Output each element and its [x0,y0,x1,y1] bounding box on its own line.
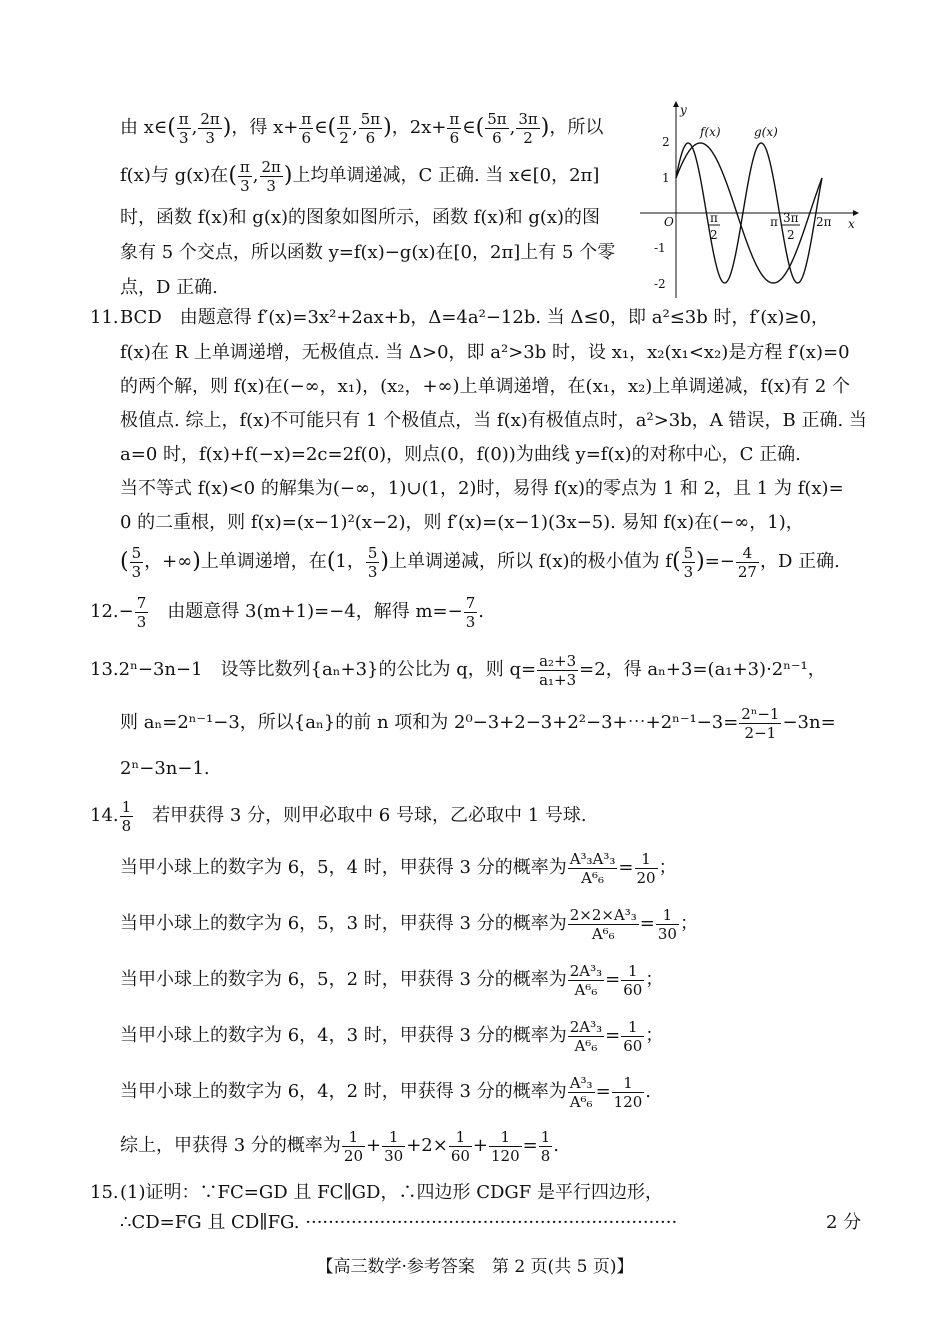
p11-line-5: a=0 时，f(x)+f(−x)=2c=2f(0)，则点(0，f(0))为曲线 y=f(x)的对称中心，C 正确. [120,444,801,465]
paren: ) [383,115,392,140]
den: 2−1 [744,723,777,742]
fraction [382,1128,405,1165]
paren: ( [671,549,681,574]
num: 1 [121,797,132,816]
p14-row-2: 当甲小球上的数字为 6，5，3 时，甲获得 3 分的概率为 $\frac{\text{2×2×A³₃}}{\text{A⁶₆}}$ = $\frac{1}{30}$ ； [120,905,698,943]
num: 2π [261,157,281,176]
fraction [489,1128,522,1165]
p11-line-7: 0 的二重根，则 f(x)=(x−1)²(x−2)，则 f′(x)=(x−1)(3x−5). 易知 f(x)在(−∞，1)， [120,512,804,533]
den: 3 [240,176,250,195]
den: A⁶₆ [581,868,604,887]
num: 2A³₃ [569,1017,603,1036]
den: 6 [449,128,460,147]
den: A⁶₆ [574,980,598,999]
p12-line [90,592,484,632]
text: 当甲小球上的数字为 6，4，2 时，甲获得 3 分的概率为 [120,1081,567,1102]
num: A³₃A³₃ [569,849,616,868]
num: 1 [449,1128,472,1147]
y-tick-2: 2 [662,135,670,149]
num: 1 [621,1018,644,1037]
fraction [485,110,508,147]
den: 30 [657,924,677,943]
fraction [739,705,781,742]
text: ∈ [462,117,476,138]
p11-line-1: BCD 由题意得 f′(x)=3x²+2ax+b，Δ=4a²−12b. 当 Δ≤0，即 a²≤3b 时，f′(x)≥0， [120,307,829,328]
text: . [553,1135,560,1156]
num: π [301,109,312,128]
num: 3π [518,109,538,128]
den: 3 [131,562,142,581]
num: 1 [635,850,658,869]
den: 60 [623,980,643,999]
fraction [621,1018,644,1055]
paren: ) [696,549,705,574]
den: 6 [492,128,502,147]
text: +2× [406,1135,448,1156]
text: 上单调递增，在 [200,551,327,572]
den: A⁶₆ [574,1036,598,1055]
den: 3 [683,562,694,581]
den: 27 [737,562,757,581]
num: 2π [200,109,220,128]
text: 2ⁿ−3n−1 设等比数列{aₙ+3}的公比为 q，则 q= [118,659,537,680]
num: 5 [131,543,142,562]
x-tick-pi-half-num: π [710,211,718,225]
den: 6 [301,128,312,147]
text: f(x)与 g(x)在 [120,165,229,186]
paren: ( [327,115,337,140]
num: 1 [489,1128,522,1147]
y-tick-1: 1 [662,171,670,185]
text: −3n= [782,712,836,733]
p14-head [90,796,587,836]
den: A⁶₆ [569,1092,593,1111]
p10-line-1: 由 x∈( $\frac{\pi}{3}$ , $\frac{2\pi}{3}$ )，得 x+ $\frac{\pi}{6}$ ∈( $\frac{\pi}{2}$ , $\frac{5\pi}{6}$ )，2x+ $\frac{\pi}{6}$ ∈( $\frac{5\pi}{6}$ , $\frac{3\pi}{2}$ )，所以 [120,109,604,147]
p14-sum [120,1126,559,1166]
text: 则 aₙ=2ⁿ⁻¹−3，所以{aₙ}的前 n 项和为 2⁰−3+2−3+2²−3+⋯+2ⁿ⁻¹−3= [120,712,739,733]
text: = [522,1135,538,1156]
text: 若甲获得 3 分，则甲必取中 6 号球，乙必取中 1 号球. [152,805,587,826]
text: 综上，甲获得 3 分的概率为 [120,1135,341,1156]
p11-number: 11. [90,307,119,328]
fraction [568,906,639,943]
den: 20 [343,1146,363,1165]
origin-label: O [664,215,674,229]
den: 120 [613,1092,643,1111]
num: 7 [465,593,476,612]
num: 4 [736,544,759,563]
text: 由 x∈ [120,117,168,138]
num: 1 [612,1074,645,1093]
text: . [645,1081,652,1102]
p13-line-2 [120,703,836,743]
p11-line-3: 的两个解，则 f(x)在(−∞，x₁)，(x₂，+∞)上单调递增，在(x₁，x₂)上单调递减，f(x)有 2 个 [120,376,851,397]
den: 20 [636,868,656,887]
paren: ) [380,549,389,574]
paren: ) [222,115,232,140]
p15-score: 2 分 [826,1212,862,1233]
text: 当甲小球上的数字为 6，4，3 时，甲获得 3 分的概率为 [120,1025,567,1046]
fraction [366,544,380,581]
p15-number: 15. [90,1182,119,1203]
num: 2ⁿ−1 [741,704,780,723]
den: A⁶₆ [591,924,615,943]
text: 上均单调递减，C 正确. 当 x∈[0，2π] [292,165,600,186]
den: 3 [136,612,147,631]
x-tick-2pi: 2π [816,215,832,229]
fraction [449,1128,472,1165]
den: 30 [384,1146,404,1165]
p15-line-1: (1)证明：∵FC=GD 且 FC∥GD，∴四边形 CDGF 是平行四边形， [120,1182,663,1203]
den: 8 [121,816,132,835]
p13-line-3: 2ⁿ−3n−1. [120,758,210,779]
fraction [537,652,578,689]
x-tick-3pi-half-den: 2 [787,228,795,242]
text: 由题意得 3(m+1)=−4，解得 m=− [149,601,463,622]
den: 2 [523,128,533,147]
text: ，D 正确. [759,551,840,572]
num: A³₃ [569,1073,593,1092]
paren: ( [475,115,485,140]
x-tick-pi: π [770,215,778,229]
num: 1 [382,1128,405,1147]
text: ； [658,857,677,878]
num: π [239,157,250,176]
den: 3 [178,128,189,147]
num: π [339,109,349,128]
fraction [682,544,696,581]
den: 60 [623,1036,643,1055]
text: + [366,1135,382,1156]
den: 2 [339,128,349,147]
text: 1， [335,551,365,572]
fraction [337,110,351,147]
text: ； [645,969,664,990]
paren: ( [228,163,237,188]
p14-row-3: 当甲小球上的数字为 6，5，2 时，甲获得 3 分的概率为 $\frac{\text{2A³₃}}{\text{A⁶₆}}$ = $\frac{1}{60}$ ； [120,961,664,999]
paren: ( [167,115,176,140]
g-label: g(x) [754,125,778,139]
fraction [621,962,644,999]
fraction [130,544,144,581]
number: 12. [90,601,119,622]
p10-line-5: 点，D 正确. [120,277,218,298]
fraction [198,110,221,147]
fraction [260,158,283,195]
leader-dots: ································································· [305,1212,678,1233]
den: 8 [540,1146,551,1165]
num: π [449,109,460,128]
page-footer: 【高三数学·参考答案 第 2 页(共 5 页)】 [316,1257,634,1277]
fraction [568,1074,595,1111]
fraction [736,544,759,581]
p11-line-4: 极值点. 综上，f(x)不可能只有 1 个极值点，当 f(x)有极值点时，a²>3b，A 错误，B 正确. 当 [120,410,867,431]
num: 1 [342,1128,365,1147]
y-tick-neg1: -1 [654,241,666,255]
f-label: f(x) [700,125,721,139]
num: 2×2×A³₃ [569,905,637,924]
num: 2A³₃ [569,961,603,980]
fraction [539,1128,553,1165]
text: 上单调递减，所以 f(x)的极小值为 f [389,551,672,572]
fraction [299,110,313,147]
num: 1 [540,1127,551,1146]
number: 14. [90,805,119,826]
p10-line-4: 象有 5 个交点，所以函数 y=f(x)−g(x)在[0，2π]上有 5 个零 [120,242,616,263]
text: ∈ [314,117,328,138]
text: =− [704,551,735,572]
text: ，2x+ [391,117,447,138]
paren: ( [326,549,336,574]
num: a₂+3 [539,651,577,670]
fraction [177,110,191,147]
p11-line-2: f(x)在 R 上单调递增，无极值点. 当 Δ>0，即 a²>3b 时，设 x₁，x₂(x₁<x₂)是方程 f′(x)=0 [120,342,850,363]
paren: ) [540,115,550,140]
fraction [516,110,539,147]
fraction [135,594,149,631]
text: 当甲小球上的数字为 6，5，4 时，甲获得 3 分的概率为 [120,857,567,878]
fraction [238,158,252,195]
text: ∴CD=FG 且 CD∥FG. [120,1212,300,1233]
fraction [635,850,658,887]
den: 3 [465,612,476,631]
text: ，得 x+ [231,117,299,138]
text: 当甲小球上的数字为 6，5，3 时，甲获得 3 分的概率为 [120,913,567,934]
num: 1 [621,962,644,981]
function-graph [640,98,865,303]
den: 3 [205,128,215,147]
den: 3 [266,176,276,195]
p14-row-5: 当甲小球上的数字为 6，4，2 时，甲获得 3 分的概率为 $\frac{\text{A³₃}}{\text{A⁶₆}}$ = $\frac{1}{120}$ . [120,1073,652,1111]
num: π [178,109,189,128]
text: . [478,601,484,622]
fraction [568,1018,604,1055]
text: =2，得 aₙ+3=(a₁+3)·2ⁿ⁻¹， [579,659,826,680]
y-axis-label: y [680,103,687,117]
text: ； [679,913,698,934]
p11-line-6: 当不等式 f(x)<0 的解集为(−∞，1)∪(1，2)时，易得 f(x)的零点为 1 和 2，且 1 为 f(x)= [120,478,844,499]
fraction [359,110,382,147]
num: 5 [367,543,378,562]
p13-line-1 [90,650,826,690]
den: 60 [450,1146,470,1165]
num: 7 [136,593,147,612]
text: ，所以 [549,117,604,138]
number: 13. [90,659,119,680]
p14-row-1: 当甲小球上的数字为 6，5，4 时，甲获得 3 分的概率为 $\frac{\text{A³₃A³₃}}{\text{A⁶₆}}$ = $\frac{1}{20}$ ； [120,849,677,887]
y-tick-neg2: -2 [654,277,666,291]
den: 6 [365,128,376,147]
text: 当甲小球上的数字为 6，5，2 时，甲获得 3 分的概率为 [120,969,567,990]
p11-line-8 [120,542,840,582]
num: 5π [360,109,381,128]
paren: ( [120,549,129,574]
fraction [656,906,679,943]
text: + [472,1135,488,1156]
fraction [447,110,461,147]
x-axis-label: x [848,217,855,231]
fraction [464,594,478,631]
p14-row-4: 当甲小球上的数字为 6，4，3 时，甲获得 3 分的概率为 $\frac{\text{2A³₃}}{\text{A⁶₆}}$ = $\frac{1}{60}$ ； [120,1017,664,1055]
fraction [612,1074,645,1111]
text: − [118,601,134,622]
num: 1 [656,906,679,925]
den: 120 [491,1146,520,1165]
den: 3 [367,562,378,581]
paren: ) [192,549,201,574]
fraction [568,962,604,999]
den: a₁+3 [539,670,577,689]
fraction [568,850,618,887]
text: ； [645,1025,664,1046]
x-tick-3pi-half-num: 3π [783,211,799,225]
num: 5π [487,109,507,128]
text: ，+∞ [144,551,193,572]
num: 5 [683,543,694,562]
paren: ) [283,163,293,188]
p15-line-2 [120,1210,677,1236]
fraction [120,798,134,835]
p10-line-2: f(x)与 g(x)在( $\frac{\pi}{3}$ , $\frac{2\pi}{3}$ )上均单调递减，C 正确. 当 x∈[0，2π] [120,157,600,195]
p10-line-3: 时，函数 f(x)和 g(x)的图象如图所示，函数 f(x)和 g(x)的图 [120,207,601,228]
x-tick-pi-half-den: 2 [710,228,718,242]
fraction [342,1128,365,1165]
